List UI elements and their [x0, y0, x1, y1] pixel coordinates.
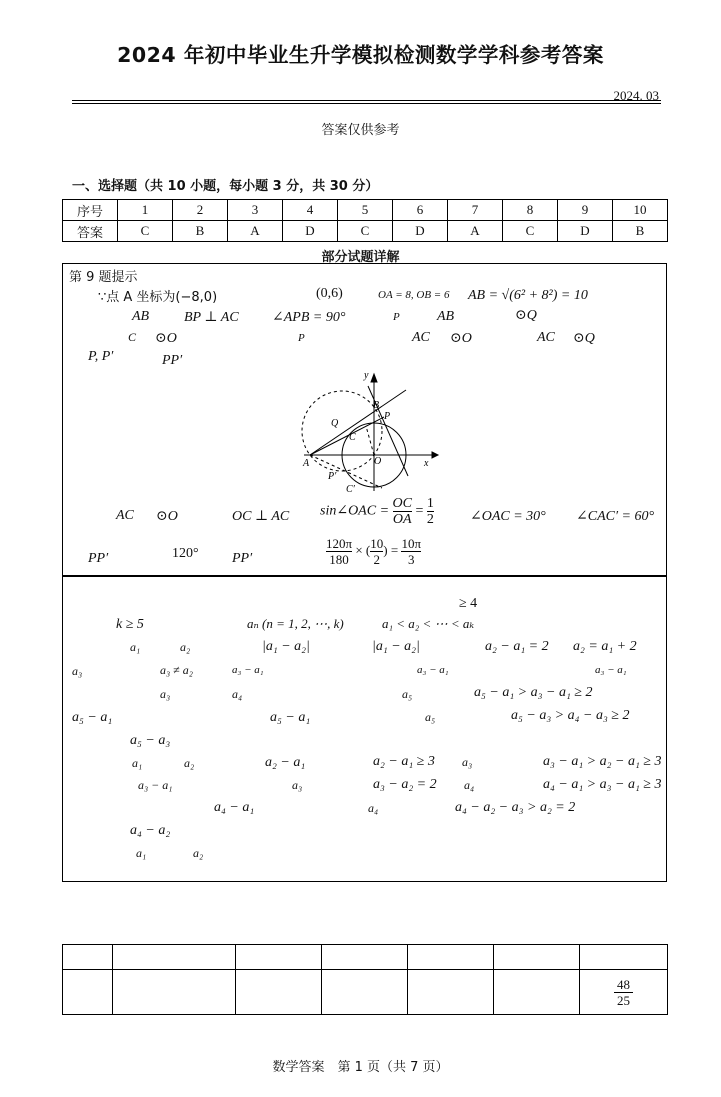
- q9-math: PP′: [162, 353, 183, 368]
- q9-math: =: [390, 542, 399, 558]
- header-rule: [72, 100, 661, 101]
- q10-math: |a₁ − a₂|: [372, 639, 420, 654]
- table-cell: [113, 945, 236, 970]
- denominator: 2: [426, 512, 434, 527]
- q10-math: a₂: [193, 846, 204, 860]
- q10-math: a₅ − a₁: [270, 710, 311, 725]
- q9-math: ⊙O: [450, 331, 472, 346]
- partial-solutions-heading: 部分试题详解: [321, 250, 400, 265]
- q10-math: a₁: [136, 846, 147, 860]
- q10-math: a₄ − a₁: [214, 800, 255, 815]
- q9-math: AC: [537, 330, 555, 345]
- q9-math: P: [393, 311, 400, 323]
- q10-math: a₄: [232, 687, 243, 701]
- q9-heading: 第 9 题提示: [69, 270, 138, 285]
- q10-math: ≥ 4: [459, 596, 478, 611]
- table-cell: [113, 970, 236, 1015]
- fraction: [614, 977, 633, 1008]
- denominator: 2: [373, 552, 381, 567]
- question-number: 10: [613, 200, 668, 221]
- q9-fraction: [401, 536, 421, 567]
- q10-math: a₄ − a₂ − a₃ > a₂ = 2: [455, 800, 576, 815]
- numerator: 1: [426, 496, 434, 511]
- table-cell: [494, 945, 580, 970]
- q10-math: a₃ ≠ a₂: [160, 663, 193, 677]
- q10-math: a₃ − a₁: [232, 664, 264, 676]
- denominator: 180: [329, 552, 349, 567]
- numerator: OC: [392, 496, 412, 511]
- header-rule-double: [72, 103, 661, 104]
- row-label: 序号: [63, 200, 118, 221]
- denominator: 3: [407, 552, 415, 567]
- question-number: 4: [283, 200, 338, 221]
- answer-cell: A: [448, 221, 503, 242]
- q10-math: a₂: [184, 756, 195, 770]
- question-number: 7: [448, 200, 503, 221]
- q10-math: a₃: [72, 664, 83, 678]
- answer-cell: B: [173, 221, 228, 242]
- table-cell: [63, 945, 113, 970]
- question-number: 9: [558, 200, 613, 221]
- label-y: y: [364, 370, 369, 381]
- q9-math: OC ⊥ AC: [232, 509, 290, 524]
- q9-math: ×: [355, 542, 363, 558]
- q9-math: =: [415, 503, 424, 519]
- question-number: 6: [393, 200, 448, 221]
- question-number: 8: [503, 200, 558, 221]
- q10-math: a₃ − a₁ > a₂ − a₁ ≥ 3: [543, 754, 662, 769]
- q10-math: a₅: [425, 710, 436, 724]
- question-number: 5: [338, 200, 393, 221]
- q10-math: a₄: [368, 801, 379, 815]
- q10-math: a₁: [130, 640, 141, 654]
- q9-math: OA = 8, OB = 6: [378, 289, 450, 301]
- q9-arc-expression: $\frac{120\pi}{180}$ × ( $\frac{10}{2}$ ) = $\frac{10\pi}{3}$: [326, 536, 422, 567]
- table-cell: [236, 945, 322, 970]
- y-axis-arrow-icon: [371, 374, 377, 382]
- q9-figure: [296, 366, 446, 496]
- q10-math: a₂: [180, 640, 191, 654]
- q10-math: a₄ − a₂: [130, 823, 171, 838]
- q10-math: a₃ − a₂ = 2: [373, 777, 437, 792]
- q9-math: AB: [437, 309, 455, 324]
- denominator: OA: [392, 512, 412, 527]
- numerator: 10: [370, 536, 384, 551]
- numerator: 48: [614, 977, 633, 993]
- q10-math: a₃ − a₁: [595, 664, 627, 676]
- q10-math: a₅: [402, 687, 413, 701]
- table-cell: [494, 970, 580, 1015]
- q10-math: a₃ − a₁: [417, 664, 449, 676]
- numerator: 120π: [326, 536, 353, 551]
- page-footer: 数学答案 第 1 页（共 7 页）: [272, 1060, 449, 1075]
- q10-math: |a₁ − a₂|: [262, 639, 310, 654]
- answer-table: [62, 199, 668, 242]
- label-p: P: [384, 411, 391, 422]
- question-number: 2: [173, 200, 228, 221]
- table-row: [63, 945, 668, 970]
- q9-math: C: [128, 330, 137, 344]
- table-cell: [580, 945, 668, 970]
- answer-cell: C: [118, 221, 173, 242]
- table-cell: [408, 945, 494, 970]
- q9-math: ∠OAC = 30°: [470, 509, 546, 524]
- q9-fraction: [370, 536, 383, 567]
- label-p-prime: P′: [328, 471, 337, 482]
- q10-math: a₄ − a₁ > a₃ − a₁ ≥ 3: [543, 777, 662, 792]
- bottom-table: [62, 944, 668, 1015]
- label-q: Q: [331, 418, 339, 429]
- question-number: 1: [118, 200, 173, 221]
- q9-math: ⊙O: [156, 509, 178, 524]
- q10-math: a₃ − a₁: [138, 778, 173, 792]
- table-cell: [63, 970, 113, 1015]
- q9-fraction: [393, 496, 412, 527]
- q9-sin-expression: [320, 496, 434, 527]
- q9-math: AB: [132, 309, 150, 324]
- q10-math: a₂ = a₁ + 2: [573, 639, 637, 654]
- q9-fraction: [427, 496, 434, 527]
- exam-date: 2024. 03: [613, 88, 659, 103]
- table-row: [63, 200, 668, 221]
- q9-math: (0,6): [316, 286, 343, 301]
- q10-math: a₅ − a₁: [72, 710, 113, 725]
- table-cell: [322, 945, 408, 970]
- table-row: [63, 221, 668, 242]
- q10-math: a₁: [132, 756, 143, 770]
- page-title: 2024 年初中毕业生升学模拟检测数学学科参考答案: [117, 43, 604, 67]
- x-axis-arrow-icon: [432, 452, 438, 458]
- q10-math: a₅ − a₃ > a₄ − a₃ ≥ 2: [511, 708, 630, 723]
- section-heading: 一、选择题（共 10 小题，每小题 3 分，共 30 分）: [72, 179, 379, 194]
- table-cell: [236, 970, 322, 1015]
- q10-math: a₃: [160, 687, 171, 701]
- q9-math: ∠APB = 90°: [272, 310, 346, 325]
- segment-oc: [366, 426, 374, 455]
- q10-math: a₅ − a₁ > a₃ − a₁ ≥ 2: [474, 685, 593, 700]
- q9-math: AC: [412, 330, 430, 345]
- line-ab: [310, 390, 406, 455]
- q9-math: PP′: [232, 551, 253, 566]
- q10-math: a₂ − a₁ = 2: [485, 639, 549, 654]
- q10-math: a₃: [292, 778, 303, 792]
- q9-math: ⊙O: [155, 331, 177, 346]
- q9-math: P, P′: [88, 349, 114, 364]
- q10-math: a₂ − a₁ ≥ 3: [373, 754, 435, 769]
- label-x: x: [424, 458, 429, 469]
- answer-cell: C: [503, 221, 558, 242]
- label-b: B: [373, 400, 380, 411]
- q9-math: ⊙Q: [515, 308, 537, 323]
- table-cell: [322, 970, 408, 1015]
- table-cell: [408, 970, 494, 1015]
- q9-fraction: [326, 536, 352, 567]
- answer-cell: D: [558, 221, 613, 242]
- reference-note: 答案仅供参考: [321, 123, 400, 138]
- table-cell: [580, 970, 668, 1015]
- numerator: 10π: [401, 536, 422, 551]
- answer-cell: D: [283, 221, 338, 242]
- q9-math: AC: [116, 508, 134, 523]
- answer-cell: A: [228, 221, 283, 242]
- q9-math: sin∠OAC =: [320, 503, 390, 519]
- label-o: O: [374, 456, 382, 467]
- q10-math: a₄: [464, 778, 475, 792]
- q10-math: a₃: [462, 755, 473, 769]
- q9-math: 120°: [172, 546, 199, 561]
- q9-math: AB = √(6² + 8²) = 10: [468, 288, 588, 303]
- row-label: 答案: [63, 221, 118, 242]
- q10-math: aₙ (n = 1, 2, ⋯, k): [247, 616, 344, 631]
- q9-math: ⊙Q: [573, 331, 595, 346]
- q10-math: k ≥ 5: [116, 617, 144, 632]
- q10-math: a₂ − a₁: [265, 755, 306, 770]
- answer-cell: C: [338, 221, 393, 242]
- denominator: 25: [617, 992, 630, 1008]
- q9-math: BP ⊥ AC: [184, 310, 239, 325]
- label-a: A: [303, 458, 310, 469]
- q9-math: ∠CAC′ = 60°: [576, 509, 655, 524]
- q10-math: a₁ < a₂ < ⋯ < aₖ: [382, 616, 475, 631]
- q9-text: ∵点 A 坐标为(−8,0): [98, 290, 218, 305]
- label-c: C: [349, 432, 356, 443]
- q9-math: P: [298, 332, 305, 344]
- table-row: [63, 970, 668, 1015]
- answer-cell: D: [393, 221, 448, 242]
- line-ac: [310, 417, 384, 455]
- label-c-prime: C′: [346, 484, 355, 495]
- answer-cell: B: [613, 221, 668, 242]
- question-number: 3: [228, 200, 283, 221]
- q10-math: a₅ − a₃: [130, 733, 171, 748]
- q9-math: PP′: [88, 551, 109, 566]
